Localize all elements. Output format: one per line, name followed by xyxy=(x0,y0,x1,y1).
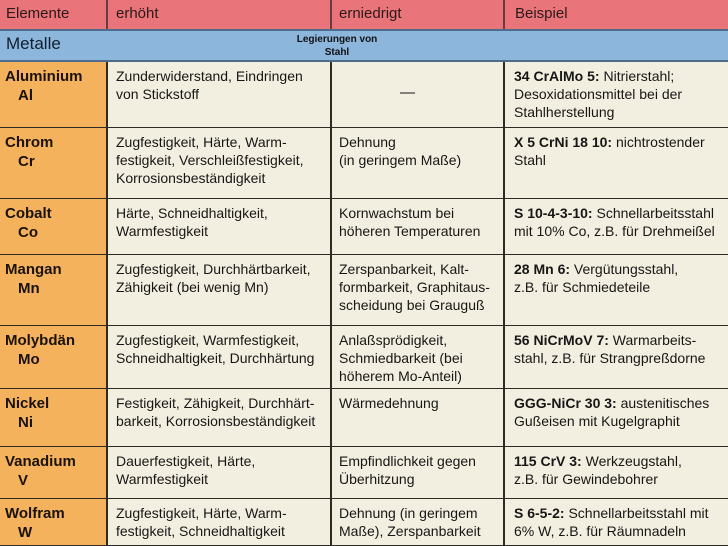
cell-line xyxy=(514,204,728,222)
cell-line: festigkeit, Verschleißfestigkeit, xyxy=(116,152,304,168)
element-symbol: Mn xyxy=(18,280,40,297)
header-elemente: Elemente xyxy=(6,5,70,22)
element-symbol: Cr xyxy=(18,153,35,170)
element-symbol: Co xyxy=(18,224,38,241)
cell-line: Warmfestigkeit xyxy=(116,471,209,487)
cell-line: formbarkeit, Graphitaus- xyxy=(339,279,490,295)
cell-line: Kornwachstum bei xyxy=(339,205,455,221)
cell-line: Anlaßsprödigkeit, xyxy=(339,332,448,348)
cell-line: Schneidhaltigkeit, Durchhärtung xyxy=(116,350,315,366)
cell-line: Stahlherstellung xyxy=(514,104,615,120)
element-symbol: Mo xyxy=(18,351,40,368)
steel-grade: 115 CrV 3: xyxy=(514,453,582,469)
cell-line: Stahl xyxy=(514,152,546,168)
cell-line: Dehnung (in geringem xyxy=(339,505,478,521)
header-divider xyxy=(503,0,505,29)
decreased-cell xyxy=(339,452,509,488)
cell-line: Zugfestigkeit, Durchhärtbarkeit, xyxy=(116,261,311,277)
steel-grade: 56 NiCrMoV 7: xyxy=(514,332,609,348)
example-cell xyxy=(514,504,728,540)
overlay-line: Stahl xyxy=(324,47,350,58)
cell-line: mit 10% Co, z.B. für Drehmeißel xyxy=(514,223,715,239)
cell-line: Gußeisen mit Kugelgraphit xyxy=(514,413,680,429)
element-name: Vanadium xyxy=(5,453,76,470)
element-name: Mangan xyxy=(5,261,62,278)
cell-line xyxy=(514,394,728,412)
increased-cell xyxy=(116,204,332,240)
steel-grade: 28 Mn 6: xyxy=(514,261,571,277)
cell-line: Korrosionsbeständigkeit xyxy=(116,170,266,186)
table-header xyxy=(0,0,728,29)
cell-line xyxy=(514,67,728,85)
example-text: Vergütungsstahl, xyxy=(570,261,679,277)
example-text: Schnellarbeitsstahl xyxy=(592,205,714,221)
header-divider xyxy=(106,0,108,29)
cell-line: höherem Mo-Anteil) xyxy=(339,368,462,384)
overlay-caption xyxy=(289,33,385,59)
table-row xyxy=(0,389,728,447)
table-row xyxy=(0,499,728,546)
example-cell xyxy=(514,133,728,169)
increased-cell xyxy=(116,67,332,103)
decreased-cell xyxy=(339,260,509,314)
cell-line: höheren Temperaturen xyxy=(339,223,481,239)
increased-cell xyxy=(116,394,332,430)
example-text: Werkzeugstahl, xyxy=(581,453,682,469)
element-symbol: V xyxy=(18,472,29,489)
column-divider xyxy=(106,62,108,546)
element-name: Cobalt xyxy=(5,205,52,222)
element-name: Aluminium xyxy=(5,68,83,85)
example-text: austenitisches xyxy=(616,395,710,411)
decreased-cell xyxy=(339,504,509,540)
example-text: Warmarbeits- xyxy=(608,332,697,348)
cell-line: Härte, Schneidhaltigkeit, xyxy=(116,205,268,221)
empty-dash: — xyxy=(400,84,415,101)
table-row xyxy=(0,255,728,326)
cell-line: Überhitzung xyxy=(339,471,415,487)
column-divider xyxy=(503,62,505,546)
cell-line: barkeit, Korrosionsbeständigkeit xyxy=(116,413,316,429)
cell-line: Wärmedehnung xyxy=(339,395,439,411)
example-cell xyxy=(514,331,728,367)
element-symbol: W xyxy=(18,524,33,541)
cell-line: z.B. für Gewindebohrer xyxy=(514,471,658,487)
table-row xyxy=(0,199,728,255)
cell-line xyxy=(514,504,728,522)
overlay-line: Legierungen von xyxy=(296,34,378,45)
element-name: Molybdän xyxy=(5,332,75,349)
increased-cell xyxy=(116,452,332,488)
metalle-band xyxy=(0,29,728,62)
steel-grade: S 10-4-3-10: xyxy=(514,205,593,221)
table-row xyxy=(0,447,728,499)
cell-line: stahl, z.B. für Strangpreßdorne xyxy=(514,350,706,366)
element-symbol: Al xyxy=(18,87,33,104)
example-cell xyxy=(514,260,728,296)
cell-line: 6% W, z.B. für Räumnadeln xyxy=(514,523,686,539)
cell-line: scheidung bei Grauguß xyxy=(339,297,485,313)
steel-grade: S 6-5-2: xyxy=(514,505,565,521)
element-name: Nickel xyxy=(5,395,50,412)
element-name: Chrom xyxy=(5,134,54,151)
cell-line: Zugfestigkeit, Härte, Warm- xyxy=(116,134,287,150)
cell-line: z.B. für Schmiedeteile xyxy=(514,279,651,295)
cell-line xyxy=(514,133,728,151)
element-name: Wolfram xyxy=(5,505,65,522)
cell-line: Zugfestigkeit, Warmfestigkeit, xyxy=(116,332,300,348)
cell-line: Zugfestigkeit, Härte, Warm- xyxy=(116,505,287,521)
cell-line xyxy=(514,331,728,349)
decreased-cell xyxy=(339,394,509,412)
header-divider xyxy=(330,0,332,29)
example-cell xyxy=(514,452,728,488)
example-cell xyxy=(514,67,728,121)
table-row xyxy=(0,128,728,199)
table-row xyxy=(0,326,728,389)
cell-line: (in geringem Maße) xyxy=(339,152,462,168)
example-text: nichtrostender xyxy=(612,134,705,150)
increased-cell xyxy=(116,331,332,367)
increased-cell xyxy=(116,504,332,540)
decreased-cell xyxy=(339,204,509,240)
example-text: Schnellarbeitsstahl mit xyxy=(564,505,709,521)
element-symbol: Ni xyxy=(18,414,33,431)
steel-grade: X 5 CrNi 18 10: xyxy=(514,134,613,150)
cell-line: Schmiedbarkeit (bei xyxy=(339,350,463,366)
increased-cell xyxy=(116,260,332,296)
header-beispiel: Beispiel xyxy=(515,5,568,22)
steel-grade: 34 CrAlMo 5: xyxy=(514,68,600,84)
cell-line: Dauerfestigkeit, Härte, xyxy=(116,453,256,469)
cell-line: Festigkeit, Zähigkeit, Durchhärt- xyxy=(116,395,315,411)
increased-cell xyxy=(116,133,332,187)
cell-line: von Stickstoff xyxy=(116,86,200,102)
example-cell xyxy=(514,394,728,430)
band-title: Metalle xyxy=(6,34,61,53)
cell-line xyxy=(514,260,728,278)
cell-line xyxy=(514,452,728,470)
cell-line: Maße), Zerspanbarkeit xyxy=(339,523,481,539)
table-body xyxy=(0,62,728,546)
decreased-cell xyxy=(339,133,509,169)
example-cell xyxy=(514,204,728,240)
example-text: Nitrierstahl; xyxy=(599,68,675,84)
steel-grade: GGG-NiCr 30 3: xyxy=(514,395,617,411)
cell-line: Zerspanbarkeit, Kalt- xyxy=(339,261,469,277)
header-erniedrigt: erniedrigt xyxy=(339,5,402,22)
decreased-cell xyxy=(339,331,509,385)
column-divider xyxy=(330,62,332,546)
cell-line: festigkeit, Schneidhaltigkeit xyxy=(116,523,285,539)
cell-line: Zähigkeit (bei wenig Mn) xyxy=(116,279,269,295)
table-row xyxy=(0,62,728,128)
cell-line: Empfindlichkeit gegen xyxy=(339,453,476,469)
header-erhoeht: erhöht xyxy=(116,5,159,22)
cell-line: Dehnung xyxy=(339,134,396,150)
cell-line: Zunderwiderstand, Eindringen xyxy=(116,68,303,84)
cell-line: Desoxidationsmittel bei der xyxy=(514,86,683,102)
cell-line: Warmfestigkeit xyxy=(116,223,209,239)
